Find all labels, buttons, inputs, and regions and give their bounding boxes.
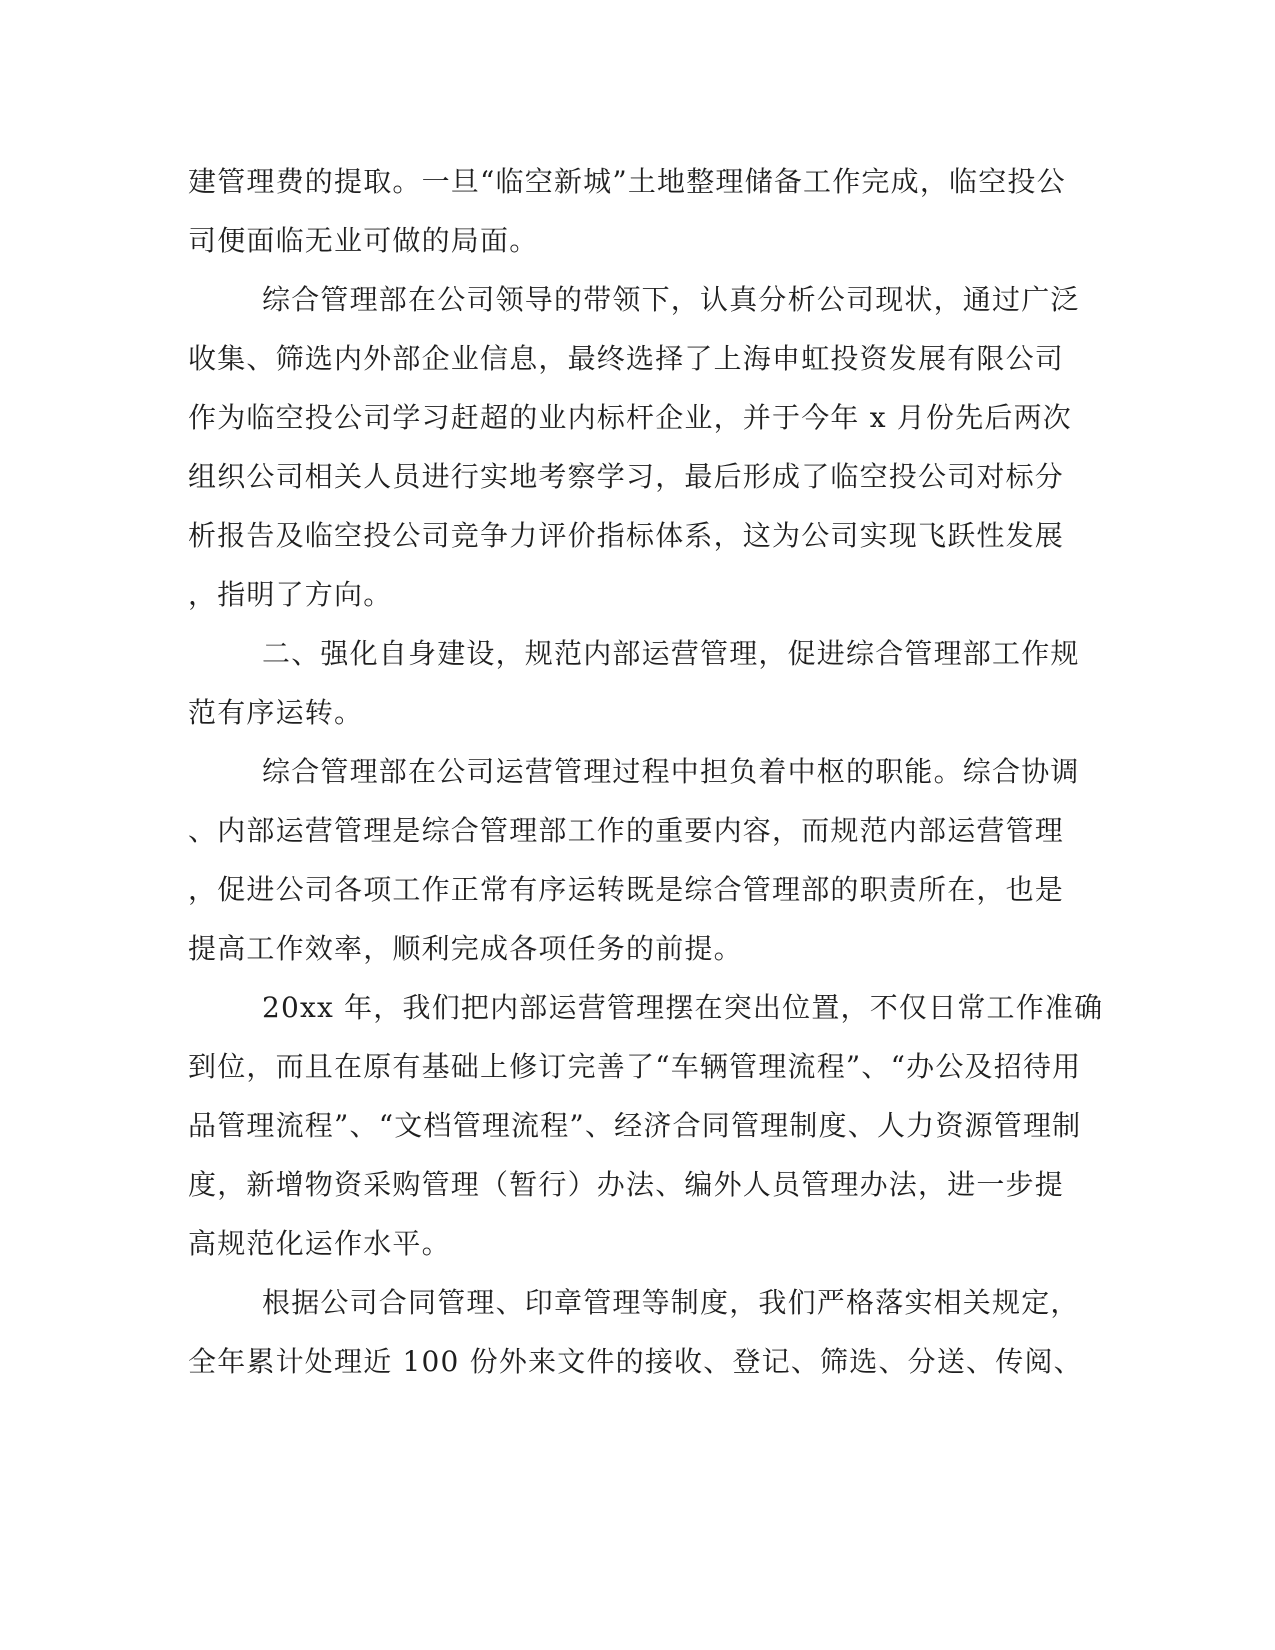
text-line: 提高工作效率，顺利完成各项任务的前提。 — [188, 932, 743, 965]
text-line: 品管理流程”、“文档管理流程”、经济合同管理制度、人力资源管理制 — [188, 1109, 1082, 1142]
paragraph-start-line: 综合管理部在公司运营管理过程中担负着中枢的职能。综合协调 — [262, 755, 1080, 788]
text-line: 建管理费的提取。一旦“临空新城”土地整理储备工作完成，临空投公 — [188, 165, 1066, 198]
text-line: ，促进公司各项工作正常有序运转既是综合管理部的职责所在，也是 — [188, 873, 1065, 906]
text-line: 全年累计处理近 100 份外来文件的接收、登记、筛选、分送、传阅、 — [188, 1345, 1083, 1378]
paragraph-start-line: 20xx 年，我们把内部运营管理摆在突出位置，不仅日常工作准确 — [262, 991, 1104, 1024]
text-line: 收集、筛选内外部企业信息，最终选择了上海申虹投资发展有限公司 — [188, 342, 1065, 375]
text-line: 度，新增物资采购管理（暂行）办法、编外人员管理办法，进一步提 — [188, 1168, 1065, 1201]
text-line: 到位，而且在原有基础上修订完善了“车辆管理流程”、“办公及招待用 — [188, 1050, 1082, 1083]
text-line: 作为临空投公司学习赶超的业内标杆企业，并于今年 x 月份先后两次 — [188, 401, 1072, 434]
paragraph-start-line: 根据公司合同管理、印章管理等制度，我们严格落实相关规定， — [262, 1286, 1080, 1319]
text-line: 、内部运营管理是综合管理部工作的重要内容，而规范内部运营管理 — [188, 814, 1065, 847]
text-line: 司便面临无业可做的局面。 — [188, 224, 539, 257]
section-heading-line: 二、强化自身建设，规范内部运营管理，促进综合管理部工作规 — [262, 637, 1080, 670]
text-line: 组织公司相关人员进行实地考察学习，最后形成了临空投公司对标分 — [188, 460, 1065, 493]
section-heading-line: 范有序运转。 — [188, 696, 364, 729]
text-line: ，指明了方向。 — [188, 578, 393, 611]
paragraph-start-line: 综合管理部在公司领导的带领下，认真分析公司现状，通过广泛 — [262, 283, 1080, 316]
text-line: 析报告及临空投公司竞争力评价指标体系，这为公司实现飞跃性发展 — [188, 519, 1065, 552]
text-line: 高规范化运作水平。 — [188, 1227, 451, 1260]
